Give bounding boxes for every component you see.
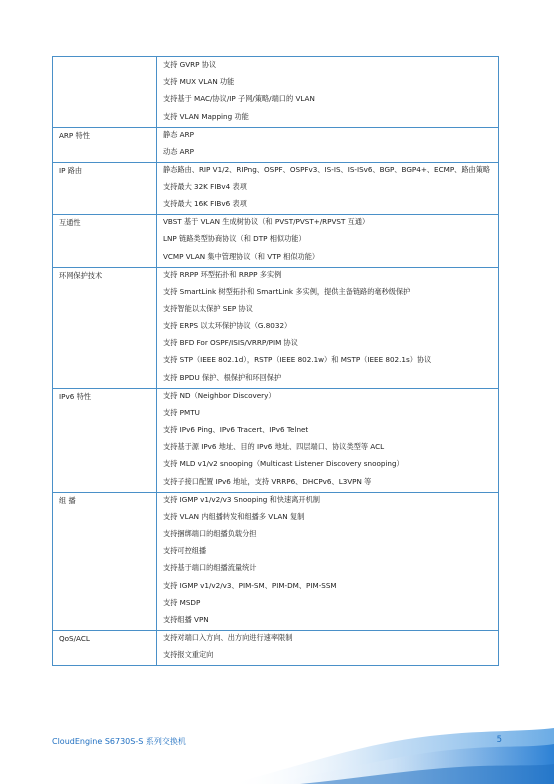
features-cell bbox=[157, 57, 499, 128]
features-cell bbox=[157, 162, 499, 214]
category-cell: QoS/ACL bbox=[53, 630, 157, 665]
feature-line: 支持对端口入方向、出方向进行速率限制 bbox=[163, 632, 293, 642]
features-cell bbox=[157, 215, 499, 267]
feature-line: 支持 IGMP v1/v2/v3、PIM-SM、PIM-DM、PIM-SSM bbox=[163, 580, 337, 590]
feature-line: VCMP VLAN 集中管理协议（和 VTP 相似功能） bbox=[163, 251, 320, 261]
feature-line: 动态 ARP bbox=[163, 146, 194, 156]
spec-row bbox=[53, 492, 499, 630]
feature-line: 支持 PMTU bbox=[163, 407, 200, 417]
feature-line: 支持 SmartLink 树型拓扑和 SmartLink 多实例，提供主备链路的毫秒级保护 bbox=[163, 286, 411, 296]
feature-line: 支持可控组播 bbox=[163, 546, 207, 556]
footer-product-name: CloudEngine S6730S-S 系列交换机 bbox=[52, 737, 186, 746]
features-cell bbox=[157, 492, 499, 630]
category-cell: 组 播 bbox=[53, 492, 157, 630]
category-cell: IPv6 特性 bbox=[53, 388, 157, 492]
feature-line: 支持 BPDU 保护、根保护和环回保护 bbox=[163, 372, 282, 382]
feature-line: LNP 链路类型协商协议（和 DTP 相似功能） bbox=[163, 234, 306, 244]
category-cell: IP 路由 bbox=[53, 162, 157, 214]
feature-line: 支持组播 VPN bbox=[163, 614, 209, 624]
spec-row bbox=[53, 162, 499, 214]
feature-line: 支持 VLAN Mapping 功能 bbox=[163, 111, 249, 121]
feature-line: 支持 MLD v1/v2 snooping（Multicast Listener Discovery snooping） bbox=[163, 459, 404, 469]
spec-row bbox=[53, 630, 499, 665]
feature-line: 支持基于源 IPv6 地址、目的 IPv6 地址、四层端口、协议类型等 ACL bbox=[163, 442, 385, 452]
footer-wave-decoration bbox=[0, 714, 554, 784]
feature-line: 支持 IGMP v1/v2/v3 Snooping 和快速离开机制 bbox=[163, 494, 320, 504]
feature-line: 支持 RRPP 环型拓扑和 RRPP 多实例 bbox=[163, 269, 282, 279]
feature-line: 支持智能以太保护 SEP 协议 bbox=[163, 303, 253, 313]
feature-line: 支持报文重定向 bbox=[163, 650, 214, 660]
spec-row bbox=[53, 388, 499, 492]
spec-table bbox=[52, 56, 499, 666]
feature-line: 支持 IPv6 Ping、IPv6 Tracert、IPv6 Telnet bbox=[163, 425, 309, 434]
feature-line: 支持 ND（Neighbor Discovery） bbox=[163, 390, 276, 400]
feature-line: VBST 基于 VLAN 生成树协议（和 PVST/PVST+/RPVST 互通） bbox=[163, 217, 370, 227]
features-cell bbox=[157, 127, 499, 162]
feature-line: 支持 ERPS 以太环保护协议（G.8032） bbox=[163, 321, 292, 331]
feature-line: 静态 ARP bbox=[163, 129, 194, 139]
feature-line: 支持最大 32K FIBv4 表项 bbox=[163, 181, 247, 191]
page-number: 5 bbox=[496, 735, 502, 745]
category-cell: ARP 特性 bbox=[53, 127, 157, 162]
spec-row bbox=[53, 215, 499, 267]
feature-line: 静态路由、RIP V1/2、RIPng、OSPF、OSPFv3、IS-IS、IS-ISv6、BGP、BGP4+、ECMP、路由策略 bbox=[163, 164, 491, 174]
spec-row bbox=[53, 127, 499, 162]
feature-line: 支持 MSDP bbox=[163, 597, 201, 607]
feature-line: 支持 STP（IEEE 802.1d），RSTP（IEEE 802.1w）和 MSTP（IEEE 802.1s）协议 bbox=[163, 355, 432, 365]
spec-row bbox=[53, 267, 499, 388]
category-cell bbox=[53, 57, 157, 128]
feature-line: 支持捆绑端口的组播负载分担 bbox=[163, 528, 257, 538]
feature-line: 支持 MUX VLAN 功能 bbox=[163, 77, 235, 87]
spec-row bbox=[53, 57, 499, 128]
feature-line: 支持基于 MAC/协议/IP 子网/策略/端口的 VLAN bbox=[163, 94, 315, 104]
category-cell: 环网保护技术 bbox=[53, 267, 157, 388]
feature-line: 支持 VLAN 内组播转发和组播多 VLAN 复制 bbox=[163, 511, 305, 521]
spec-table-body bbox=[53, 57, 499, 666]
features-cell bbox=[157, 630, 499, 665]
feature-line: 支持 GVRP 协议 bbox=[163, 60, 217, 69]
category-cell: 互通性 bbox=[53, 215, 157, 267]
feature-line: 支持 BFD For OSPF/ISIS/VRRP/PIM 协议 bbox=[163, 338, 298, 348]
feature-line: 支持最大 16K FIBv6 表项 bbox=[163, 199, 247, 209]
feature-line: 支持子接口配置 IPv6 地址，支持 VRRP6、DHCPv6、L3VPN 等 bbox=[163, 476, 372, 486]
feature-line: 支持基于端口的组播流量统计 bbox=[163, 563, 257, 573]
features-cell bbox=[157, 388, 499, 492]
features-cell bbox=[157, 267, 499, 388]
